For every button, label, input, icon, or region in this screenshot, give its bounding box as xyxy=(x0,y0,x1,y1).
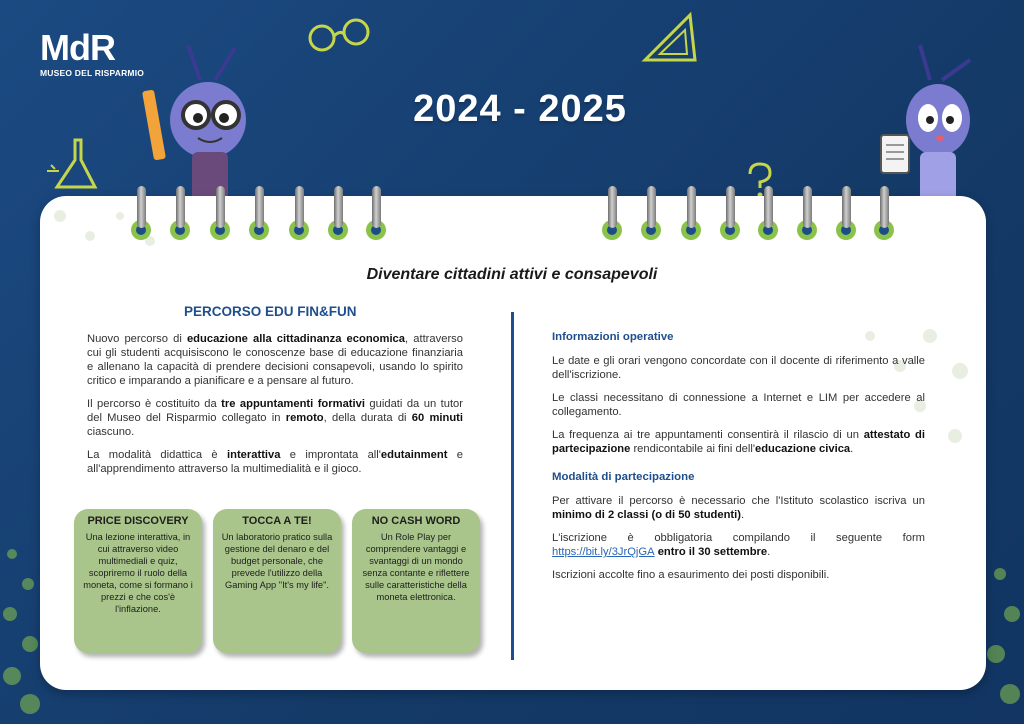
module-desc: Un laboratorio pratico sulla gestione del denaro e del budget personale, che prevede l'utilizzo della Gaming App "It's my life". xyxy=(221,532,333,590)
right-paragraph-1: Le date e gli orari vengono concordate con il docente di riferimento a valle dell'iscrizione. xyxy=(552,355,925,381)
module-desc: Un Role Play per comprendere vantaggi e svantaggi di un mondo senza contante e riflettere sulle caratteristiche della moneta elettronica. xyxy=(362,532,470,602)
module-title: PRICE DISCOVERY xyxy=(87,515,189,527)
left-paragraph-3: La modalità didattica è interattiva e improntata all'edutainment e all'apprendimento attraverso la multimedialità e il gioco. xyxy=(87,449,463,475)
logo-mark: MdR xyxy=(40,27,115,68)
right-paragraph-2: Le classi necessitano di connessione a Internet e LIM per accedere al collegamento. xyxy=(552,392,925,418)
module-box-tocca-a-te xyxy=(213,509,341,653)
question-mark-icon xyxy=(740,160,780,200)
right-paragraph-6: Iscrizioni accolte fino a esaurimento dei posti disponibili. xyxy=(552,569,830,581)
column-divider xyxy=(511,312,514,660)
ruler-triangle-icon xyxy=(640,10,700,65)
module-box-no-cash-word xyxy=(352,509,480,653)
left-paragraph-2: Il percorso è costituito da tre appuntamenti formativi guidati da un tutor del Museo del Risparmio collegato in remoto, della durata di 60 minuti ciascuno. xyxy=(87,398,464,438)
right-column xyxy=(552,330,925,591)
flask-icon xyxy=(45,135,115,195)
module-title: TOCCA A TE! xyxy=(242,515,312,527)
clipboard-icon xyxy=(876,130,916,180)
section-title-edu: PERCORSO EDU FIN&FUN xyxy=(184,304,357,319)
right-paragraph-4: Per attivare il percorso è necessario che l'Istituto scolastico iscriva un minimo di 2 classi (o di 50 studenti). xyxy=(552,495,925,521)
school-year: 2024 - 2025 xyxy=(413,88,627,130)
module-desc: Una lezione interattiva, in cui attraverso video multimediali e quiz, scopriremo il ruolo della moneta, come si formano i prezzi e che cos'è l'inflazione. xyxy=(83,532,193,614)
heading-modalita: Modalità di partecipazione xyxy=(552,471,695,483)
heading-informazioni: Informazioni operative xyxy=(552,331,674,343)
module-box-price-discovery xyxy=(74,509,202,653)
museo-logo[interactable] xyxy=(40,27,145,78)
glasses-icon xyxy=(300,10,380,60)
subtitle: Diventare cittadini attivi e consapevoli xyxy=(366,266,658,283)
ant-mascot-teacher-icon xyxy=(140,40,260,200)
registration-form-link[interactable]: https://bit.ly/3JrQjGA xyxy=(552,546,655,558)
logo-name: MUSEO DEL RISPARMIO xyxy=(40,68,145,78)
left-paragraph-1: Nuovo percorso di educazione alla cittadinanza economica, attraverso cui gli studenti acquisiscono le conoscenze base di educazione finanziaria e allenano la capacità di prendere decisioni consapevoli, usando lo spirito critico e imparando a pianificare e a pensare al futuro. xyxy=(87,333,463,387)
module-title: NO CASH WORD xyxy=(371,515,461,527)
right-paragraph-5: L'iscrizione è obbligatoria compilando il seguente form https://bit.ly/3JrQjGA entro il 30 settembre. xyxy=(552,532,925,558)
left-column xyxy=(87,332,463,485)
right-paragraph-3: La frequenza ai tre appuntamenti consentirà il rilascio di un attestato di partecipazione rendicontabile ai fini dell'educazione civica. xyxy=(552,429,925,455)
